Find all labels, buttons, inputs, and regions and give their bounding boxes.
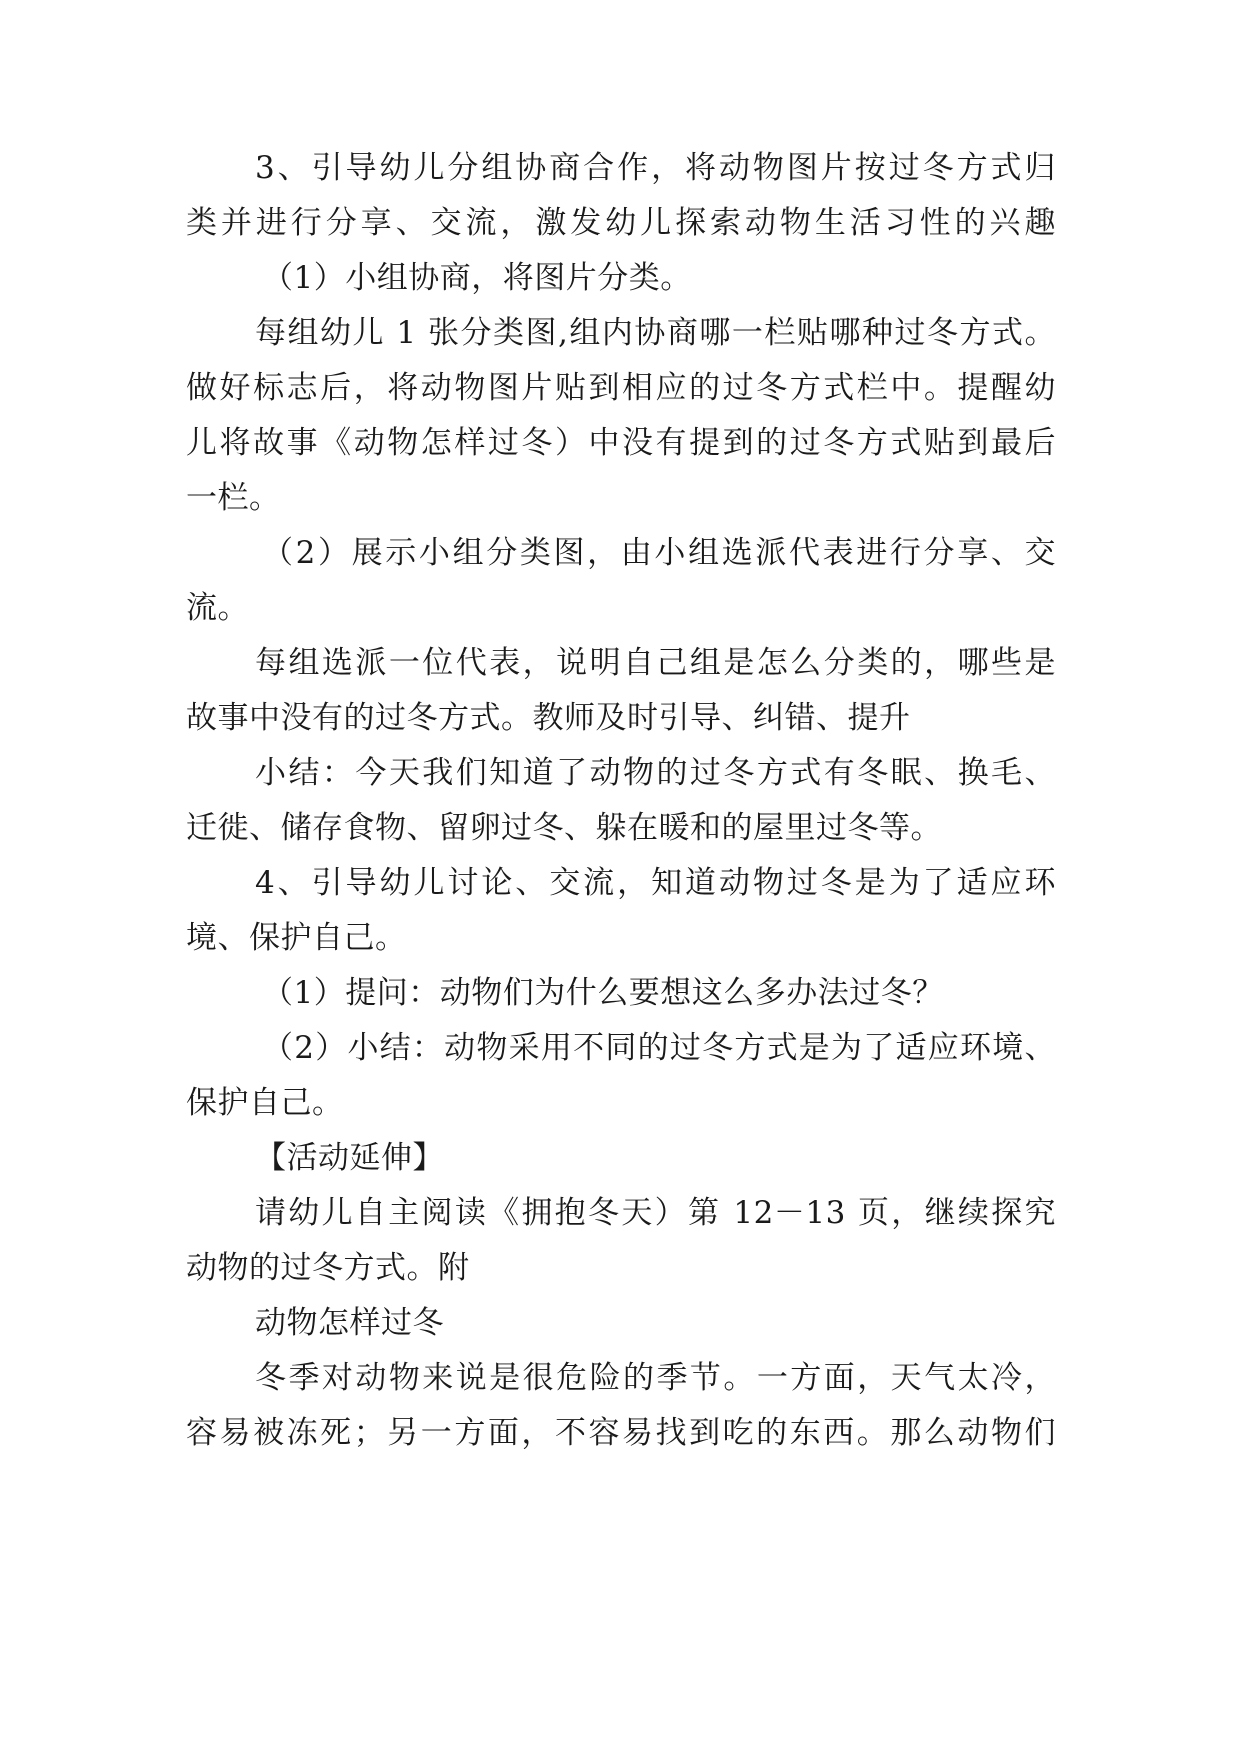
paragraph-line: 儿将故事《动物怎样过冬）中没有提到的过冬方式贴到最后 <box>186 425 1056 461</box>
paragraph-line: 动物的过冬方式。附 <box>186 1250 470 1286</box>
paragraph-line: 冬季对动物来说是很危险的季节。一方面，天气太冷， <box>255 1360 1056 1396</box>
paragraph-line: 请幼儿自主阅读《拥抱冬天）第 12－13 页，继续探究 <box>255 1195 1056 1231</box>
paragraph-line: 类并进行分享、交流，激发幼儿探索动物生活习性的兴趣 <box>186 205 1056 241</box>
paragraph-line: 小结：今天我们知道了动物的过冬方式有冬眠、换毛、 <box>255 755 1056 791</box>
paragraph-line: 每组选派一位代表，说明自己组是怎么分类的，哪些是 <box>255 645 1056 681</box>
paragraph-line: （1）小组协商，将图片分类。 <box>262 260 692 296</box>
paragraph-line: 做好标志后，将动物图片贴到相应的过冬方式栏中。提醒幼 <box>186 370 1056 406</box>
paragraph-line: 容易被冻死；另一方面，不容易找到吃的东西。那么动物们 <box>186 1415 1056 1451</box>
story-title: 动物怎样过冬 <box>255 1305 444 1341</box>
paragraph-line: （1）提问：动物们为什么要想这么多办法过冬？ <box>262 975 944 1011</box>
paragraph-line: 每组幼儿 1 张分类图,组内协商哪一栏贴哪种过冬方式。 <box>255 315 1056 351</box>
section-heading: 【活动延伸】 <box>255 1140 444 1176</box>
paragraph-line: 故事中没有的过冬方式。教师及时引导、纠错、提升 <box>186 700 911 736</box>
paragraph-line: 一栏。 <box>186 480 281 516</box>
paragraph-line: 流。 <box>186 590 249 626</box>
paragraph-line: 4、引导幼儿讨论、交流，知道动物过冬是为了适应环 <box>255 865 1056 901</box>
paragraph-line: 境、保护自己。 <box>186 920 407 956</box>
paragraph-line: （2）小结：动物采用不同的过冬方式是为了适应环境、 <box>262 1030 1056 1066</box>
paragraph-line: 迁徙、储存食物、留卵过冬、躲在暖和的屋里过冬等。 <box>186 810 942 846</box>
paragraph-line: 保护自己。 <box>186 1085 344 1121</box>
paragraph-line: 3、引导幼儿分组协商合作，将动物图片按过冬方式归 <box>255 150 1056 186</box>
paragraph-line: （2）展示小组分类图，由小组选派代表进行分享、交 <box>262 535 1056 571</box>
